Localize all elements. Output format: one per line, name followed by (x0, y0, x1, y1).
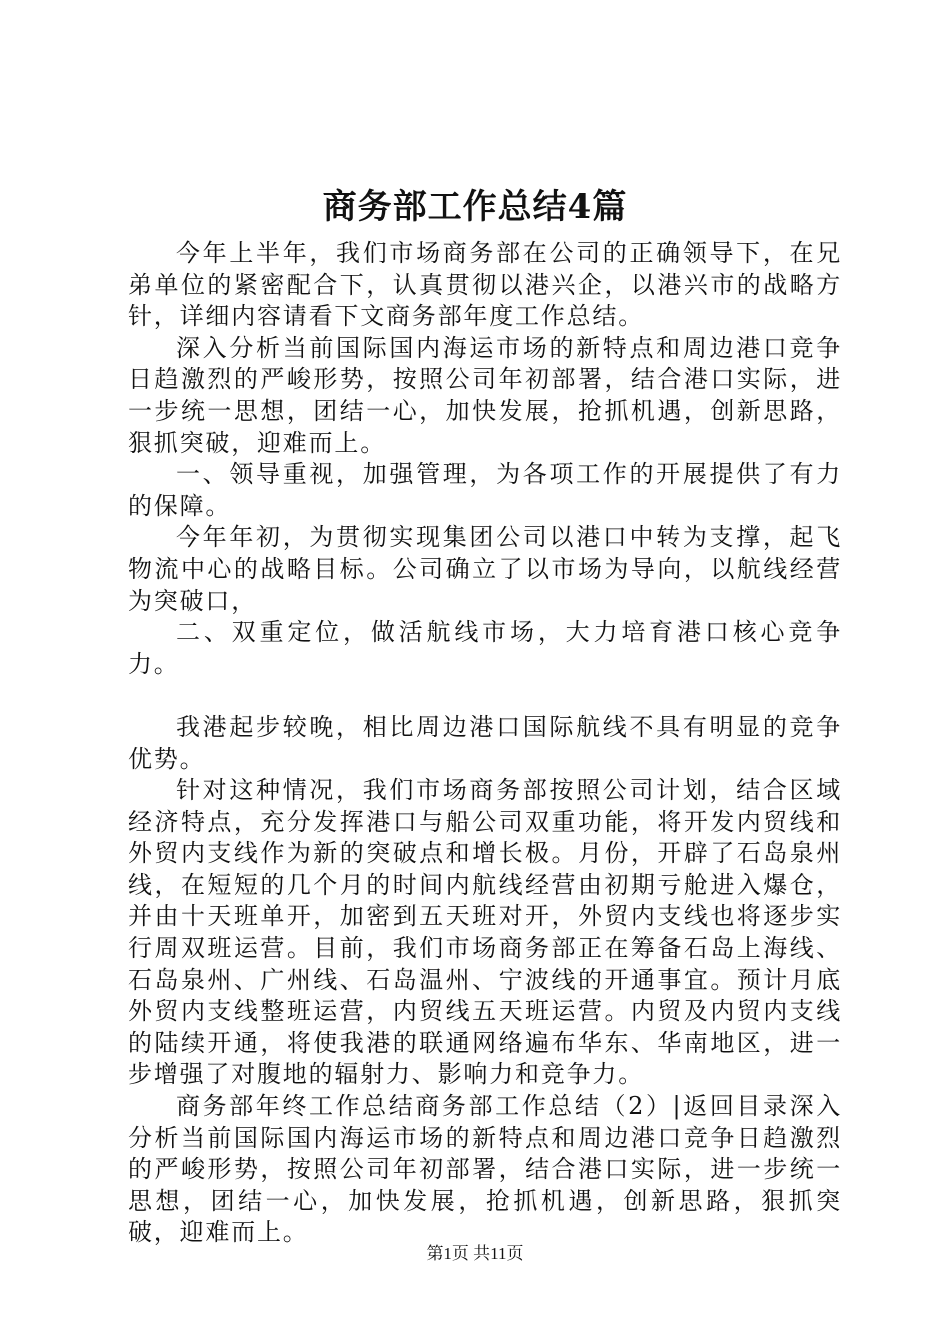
document-body (128, 238, 842, 1249)
paragraph-routes: 针对这种情况，我们市场商务部按照公司计划，结合区域经济特点，充分发挥港口与船公司双重功能，将开发内贸线和外贸内支线作为新的突破点和增长极。月份，开辟了石岛泉州线，在短短的几个月的时间内航线经营由初期亏舱进入爆仓，并由十天班单开，加密到五天班对开，外贸内支线也将逐步实行周双班运营。目前，我们市场商务部正在筹备石岛上海线、石岛泉州、广州线、石岛温州、宁波线的开通事宜。预计月底外贸内支线整班运营，内贸线五天班运营。内贸及内贸内支线的陆续开通，将使我港的联通网络遍布华东、华南地区，进一步增强了对腹地的辐射力、影响力和竞争力。 (128, 776, 842, 1089)
paragraph-background: 我港起步较晚，相比周边港口国际航线不具有明显的竞争优势。 (128, 712, 842, 773)
page-footer: 第1页 共11页 (426, 1244, 524, 1263)
document-title: 商务部工作总结4篇 (322, 187, 628, 227)
paragraph-strategy: 今年年初，为贯彻实现集团公司以港口中转为支撑，起飞物流中心的战略目标。公司确立了以市场为导向，以航线经营为突破口， (128, 523, 842, 615)
paragraph-summary-2: 商务部年终工作总结商务部工作总结（2）|返回目录深入分析当前国际国内海运市场的新特点和周边港口竞争日趋激烈的严峻形势，按照公司年初部署，结合港口实际，进一步统一思想，团结一心，加快发展，抢抓机遇，创新思路，狠抓突破，迎难而上。 (128, 1092, 842, 1247)
section-heading-1: 一、领导重视，加强管理，为各项工作的开展提供了有力的保障。 (128, 460, 842, 520)
paragraph-intro: 今年上半年，我们市场商务部在公司的正确领导下，在兄弟单位的紧密配合下，认真贯彻以港兴企，以港兴市的战略方针，详细内容请看下文商务部年度工作总结。 (128, 239, 842, 331)
paragraph-analysis: 深入分析当前国际国内海运市场的新特点和周边港口竞争日趋激烈的严峻形势，按照公司年初部署，结合港口实际，进一步统一思想，团结一心，加快发展，抢抓机遇，创新思路，狠抓突破，迎难而上。 (128, 333, 842, 457)
section-heading-2: 二、双重定位，做活航线市场，大力培育港口核心竞争力。 (128, 618, 842, 678)
